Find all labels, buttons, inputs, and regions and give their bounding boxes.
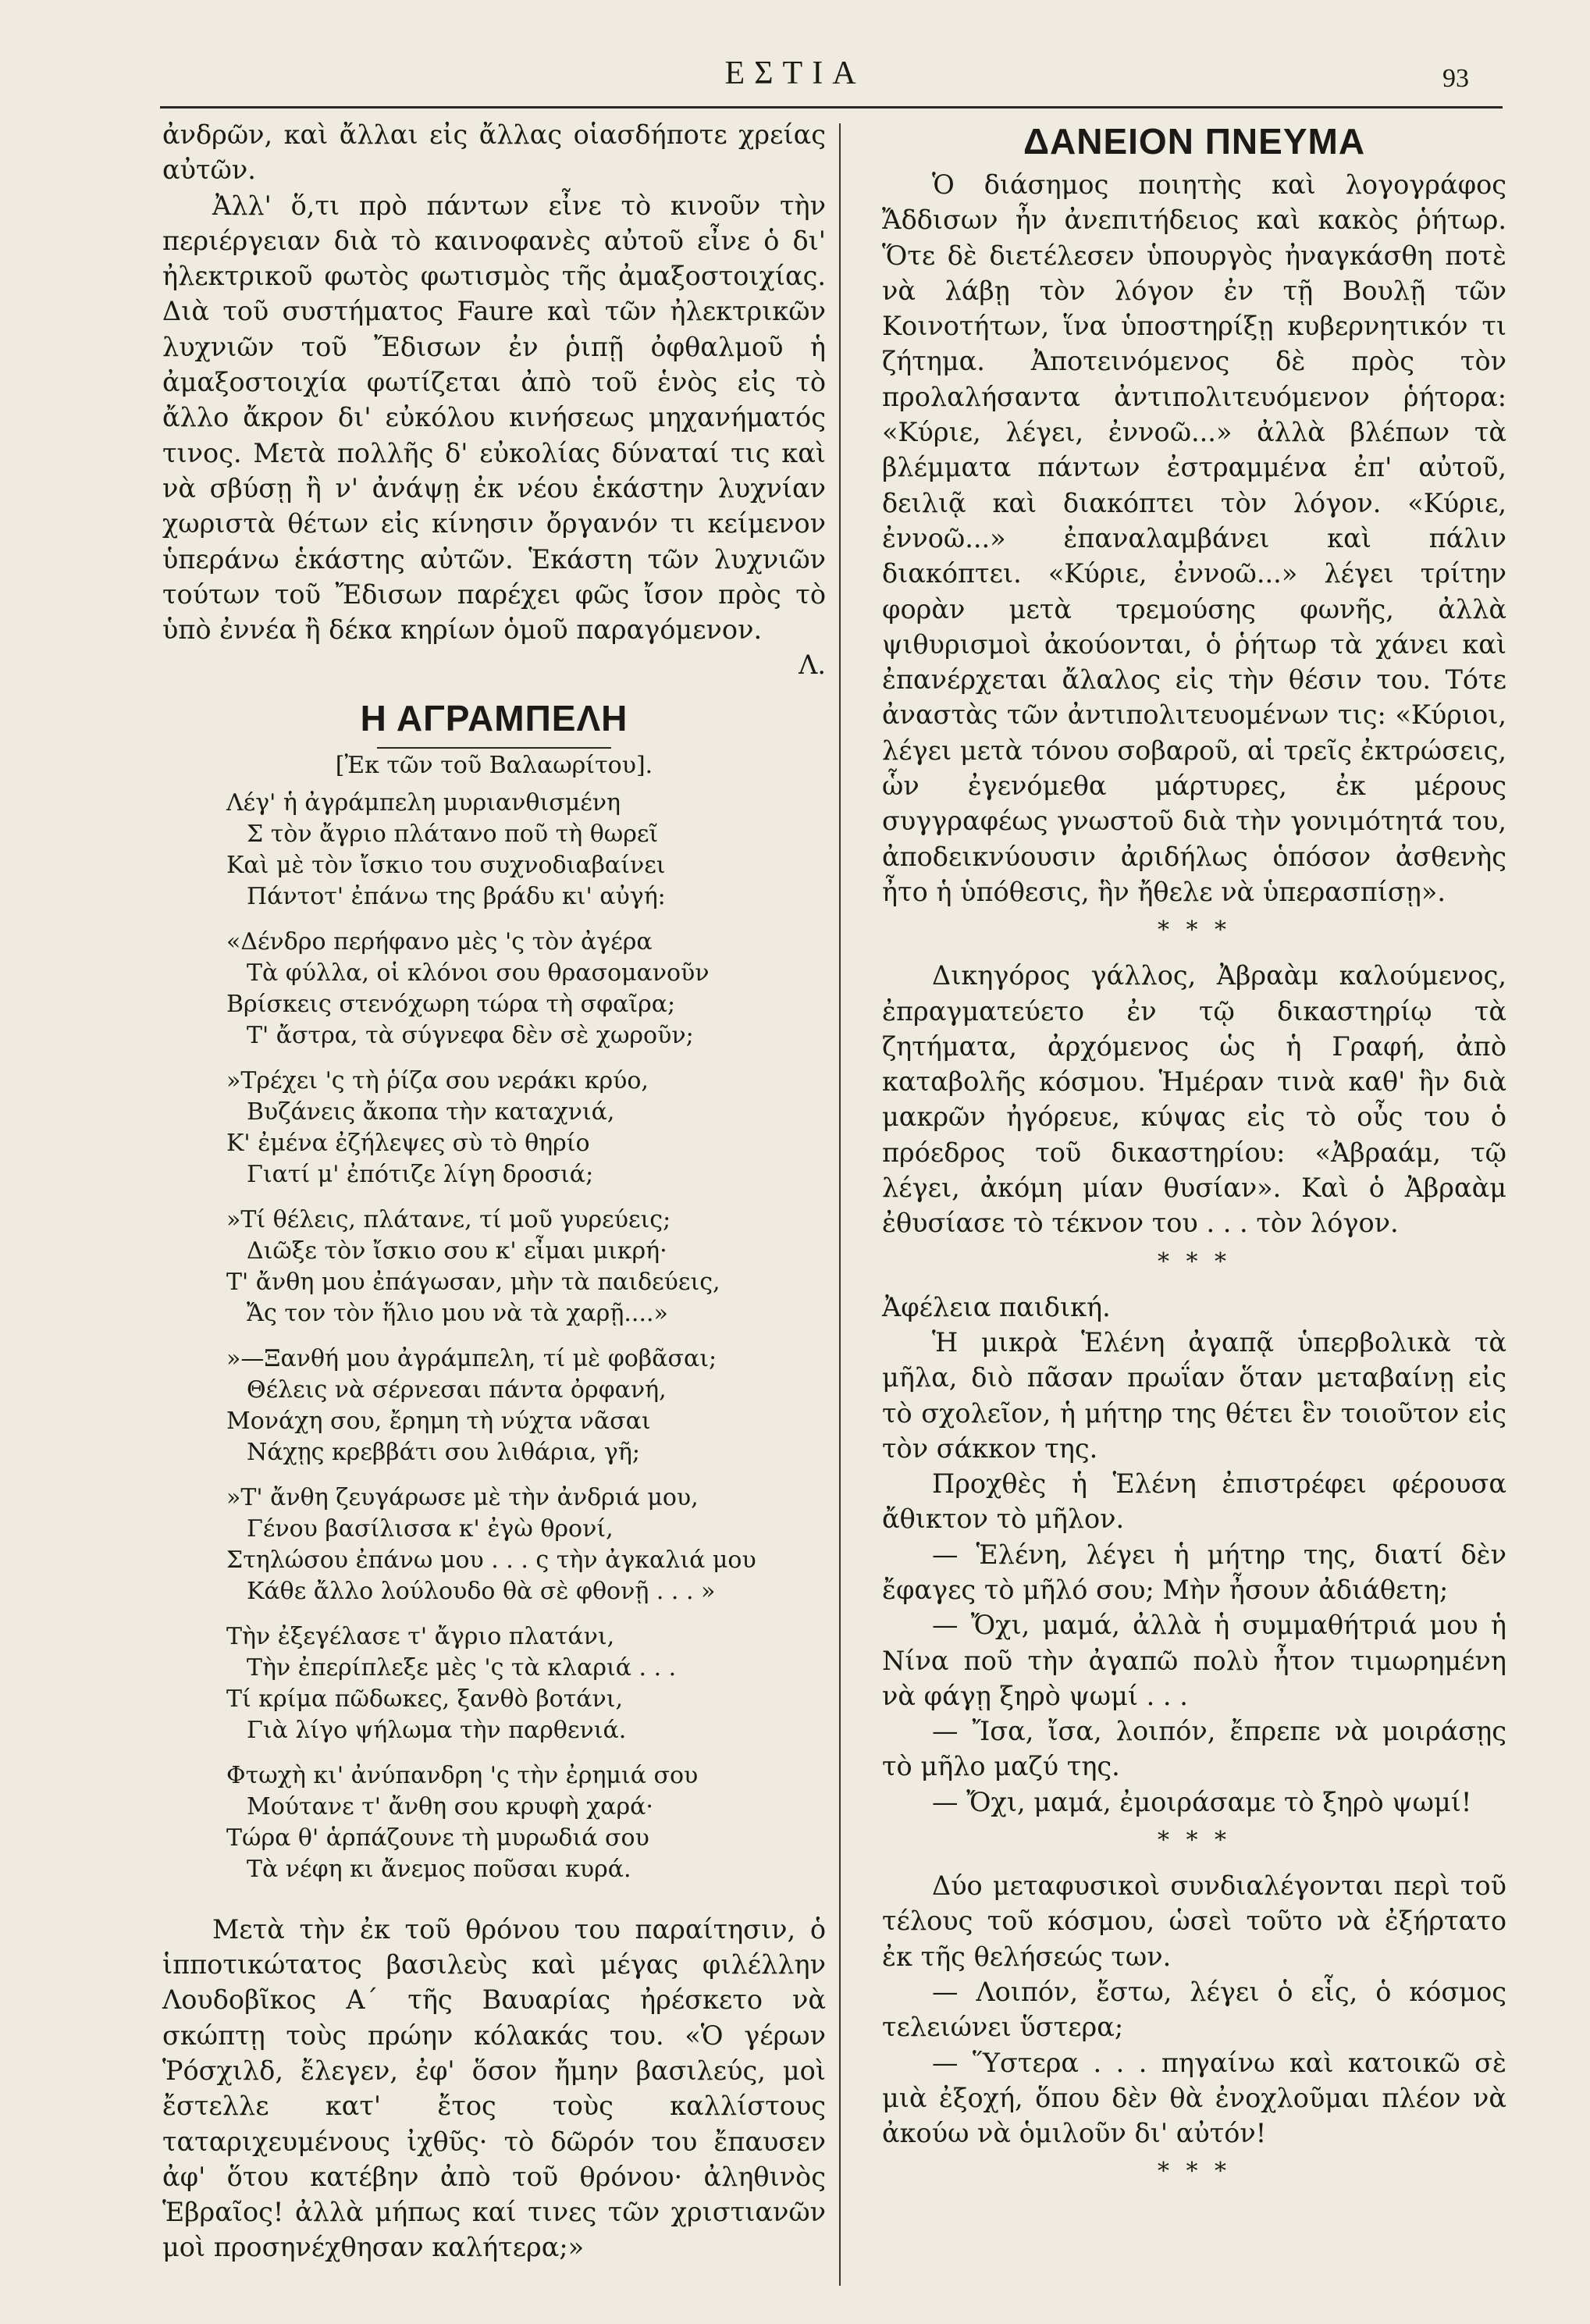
dialogue-line: — Λοιπόν, ἔστω, λέγει ὁ εἷς, ὁ κόσμος τελειώνει ὕστερα; [882, 1976, 1506, 2043]
poem-verse: »—Ξανθή μου ἀγράμπελη, τί μὲ φοβᾶσαι; [226, 1344, 717, 1372]
poem-verse: Πάντοτ' ἐπάνω της βράδυ κι' αὐγή: [247, 882, 666, 910]
addison-paragraph: Ὁ διάσημος ποιητὴς καὶ λογογράφος Ἄδδισων ἦν ἀνεπιτήδειος καὶ κακὸς ῥήτωρ. Ὅτε δὲ διετέλεσεν ὑπουργὸς ἠναγκάσθη ποτὲ νὰ λάβῃ τὸν λόγον ἐν τῇ Βουλῇ τῶν Κοινοτήτων, ἵνα ὑποστηρίξῃ κυβερνητικόν τι ζήτημα. Ἀποτεινόμενος δὲ πρὸς τὸν προλαλήσαντα ἀντιπολιτευόμενον ῥήτορα: «Κύριε, λέγει, ἐννοῶ...» ἀλλὰ βλέπων τὰ βλέμματα πάντων ἐστραμμένα ἐπ' αὐτοῦ, δειλιᾷ καὶ διακόπτει τὸν λόγον. «Κύριε, ἐννοῶ...» ἐπαναλαμβάνει καὶ πάλιν διακόπτει. «Κύριε, ἐννοῶ...» λέγει τρίτην φορὰν μετὰ τρεμούσης φωνῆς, ἀλλὰ ψιθυρισμοὶ ἀκούονται, ὁ ῥήτωρ τὰ χάνει καὶ ἐπανέρχεται ἄλαλος εἰς τὴν θέσιν του. Τότε ἀναστὰς τῶν ἀντιπολιτευομένων τις: «Κύριοι, λέγει μετὰ τόνου σοβαροῦ, αἱ τρεῖς ἐκτρώσεις, ὧν ἐγενόμεθα μάρτυρες, ἐκ μέρους συγγραφέως γνωστοῦ διὰ τὴν γονιμότητά του, ἀποδεικνύουσιν ἀριδήλως ὁπόσον ἀσθενὴς ἦτο ἡ ὑπόθεσις, ἣν ἤθελε νὰ ὑπερασπίσῃ». [882, 169, 1506, 907]
poem-verse: Τὴν ἐπερίπλεξε μὲς 'ς τὰ κλαριά . . . [247, 1653, 677, 1682]
poem-verse: Τὰ νέφη κι ἄνεμος ποῦσαι κυρά. [247, 1855, 631, 1883]
page-number: 93 [1442, 64, 1469, 93]
poem-verse: Νάχῃς κρεββάτι σου λιθάρια, γῆ; [247, 1438, 640, 1466]
poem-verse: Κάθε ἄλλο λούλουδο θὰ σὲ φθονῇ . . . » [247, 1577, 716, 1605]
poem-verse: Φτωχὴ κι' ἀνύπανδρη 'ς τὴν ἐρημιά σου [226, 1761, 699, 1789]
poem-heading: Η ΑΓΡΑΜΠΕΛΗ [360, 697, 628, 738]
poem-verse: Καὶ μὲ τὸν ἴσκιο του συχνοδιαβαίνει [226, 851, 666, 879]
helen-paragraph: Ἡ μικρὰ Ἑλένη ἀγαπᾷ ὑπερβολικὰ τὰ μῆλα, διὸ πᾶσαν πρωΐαν ὅταν μεταβαίνῃ εἰς τὸ σχολεῖον, ἡ μήτηρ της θέτει ἓν τοιοῦτον εἰς τὸν σάκκον της. [882, 1326, 1506, 1464]
dialogue-line: — Ἑλένη, λέγει ἡ μήτηρ της, διατί δὲν ἔφαγες τὸ μῆλό σου; Μὴν ἦσουν ἀδιάθετη; [882, 1539, 1506, 1605]
poem-verse: »Τί θέλεις, πλάτανε, τί μοῦ γυρεύεις; [226, 1205, 671, 1233]
poem-verse: Λέγ' ἡ ἀγράμπελη μυριανθισμένη [226, 788, 621, 817]
poem-verse: Τὰ φύλλα, οἱ κλόνοι σου θρασομανοῦν [247, 959, 710, 987]
poem-verse: Στηλώσου ἐπάνω μου . . . ς τὴν ἀγκαλιά μου [226, 1546, 756, 1574]
article-signature: Λ. [799, 650, 826, 681]
dialogue-line: — Ὄχι, μαμά, ἀλλὰ ἡ συμμαθήτριά μου ἡ Νίνα ποῦ τὴν ἀγαπῶ πολὺ ἦτον τιμωρημένη νὰ φάγῃ ξηρὸ ψωμί . . . [882, 1610, 1506, 1711]
poem-verse: Μονάχη σου, ἔρημη τὴ νύχτα νᾶσαι [226, 1407, 651, 1435]
poem-verse: Βρίσκεις στενόχωρη τώρα τὴ σφαῖρα; [226, 990, 676, 1018]
poem-stanza [226, 1482, 826, 1607]
poem-verse: Τώρα θ' ἁρπάζουνε τὴ μυρωδιά σου [226, 1824, 649, 1852]
naivete-title: Ἀφέλεια παιδική. [882, 1291, 1111, 1322]
poem-verse: Θέλεις νὰ σέρνεσαι πάντα ὀρφανή, [247, 1376, 667, 1404]
separator-stars: * * * [1157, 1247, 1232, 1276]
separator-stars: * * * [1157, 2158, 1232, 2186]
poem-verse: »Τ' ἄνθη ζευγάρωσε μὲ τὴν ἀνδριά μου, [226, 1483, 699, 1511]
poem-stanza [226, 1205, 826, 1329]
separator-stars: * * * [1157, 1827, 1232, 1855]
lighting-paragraph: Ἀλλ' ὅ,τι πρὸ πάντων εἶνε τὸ κινοῦν τὴν περιέργειαν διὰ τὸ καινοφανὲς αὐτοῦ εἶνε ὁ δι' ἠλεκτρικοῦ φωτὸς φωτισμὸς τῆς ἀμαξοστοιχίας. Διὰ τοῦ συστήματος Faure καὶ τῶν ἠλεκτρικῶν λυχνιῶν τοῦ Ἔδισων ἐν ῥιπῇ ὀφθαλμοῦ ἡ ἀμαξοστοιχία φωτίζεται ἀπὸ τοῦ ἑνὸς εἰς τὸ ἄλλο ἄκρον δι' εὐκόλου κινήσεως μηχανήματός τινος. Μετὰ πολλῆς δ' εὐκολίας δύναταί τις καὶ νὰ σβύσῃ ἢ ν' ἀνάψῃ ἐκ νέου ἑκάστην λυχνίαν χωριστὰ θέτων εἰς κίνησιν ὄργανόν τι κείμενον ὑπεράνω ἑκάστης αὐτῶν. Ἑκάστη τῶν λυχνιῶν τούτων τοῦ Ἔδισων παρέχει φῶς ἴσον πρὸς τὸ ὑπὸ ἐννέα ἢ δέκα κηρίων ὁμοῦ παραγόμενον. [162, 190, 826, 646]
poem-verse: Τί κρίμα πῶδωκες, ξανθὸ βοτάνι, [226, 1685, 624, 1713]
poem-verse: Βυζάνεις ἄκοπα τὴν καταχνιά, [247, 1098, 615, 1126]
article-heading: ΔΑΝΕΙΟΝ ΠΝΕΥΜΑ [1023, 121, 1366, 162]
poem-verse: Ἄς τον τὸν ἥλιο μου νὰ τὰ χαρῇ....» [247, 1299, 668, 1327]
poem-body [226, 788, 826, 1885]
poem-verse: Γιατί μ' ἐπότιζε λίγη δροσιά; [247, 1160, 594, 1188]
poem-verse: Διῶξε τὸν ἴσκιο σου κ' εἶμαι μικρή· [247, 1237, 667, 1265]
poem-stanza [226, 788, 826, 913]
header-rule [160, 106, 1503, 109]
dialogue-line: — Ὄχι, μαμά, ἐμοιράσαμε τὸ ξηρὸ ψωμί! [932, 1786, 1472, 1817]
column-divider [839, 123, 841, 2286]
poem-stanza [226, 927, 826, 1052]
poem-verse: Σ τὸν ἄγριο πλάτανο ποῦ τὴ θωρεῖ [247, 820, 659, 848]
masthead-title: ΕΣΤΙΑ [724, 55, 866, 91]
poem-verse: Τ' ἄνθη μου ἐπάγωσαν, μὴν τὰ παιδεύεις, [226, 1268, 720, 1296]
helen-return: Προχθὲς ἡ Ἑλένη ἐπιστρέφει φέρουσα ἄθικτον τὸ μῆλον. [882, 1468, 1506, 1535]
poem-stanza [226, 1621, 826, 1746]
dialogue-line: — Ὕστερα . . . πηγαίνω καὶ κατοικῶ σὲ μιὰ ἐξοχή, ὅπου δὲν θὰ ἐνοχλοῦμαι πλέον νὰ ἀκούω νὰ ὁμιλοῦν δι' αὐτόν! [882, 2047, 1506, 2149]
separator-stars: * * * [1157, 916, 1232, 945]
poem-stanza [226, 1344, 826, 1468]
poem-verse: Γένου βασίλισσα κ' ἐγὼ θρονί, [247, 1514, 614, 1543]
poem-stanza [226, 1066, 826, 1190]
dialogue-line: — Ἴσα, ἴσα, λοιπόν, ἔπρεπε νὰ μοιράσῃς τὸ μῆλο μαζύ της. [882, 1716, 1506, 1782]
poem-verse: Τὴν ἐξεγέλασε τ' ἄγριο πλατάνι, [226, 1622, 615, 1650]
poem-verse: Κ' ἐμένα ἐζήλεψες σὺ τὸ θηρίο [226, 1129, 590, 1157]
left-column [162, 117, 826, 2265]
poem-verse: «Δένδρο περήφανο μὲς 'ς τὸν ἀγέρα [226, 927, 653, 956]
poem-verse: Γιὰ λίγο ψήλωμα τὴν παρθενιά. [247, 1716, 627, 1744]
poem-verse: Μούτανε τ' ἄνθη σου κρυφὴ χαρά· [247, 1792, 653, 1820]
abraham-paragraph: Δικηγόρος γάλλος, Ἀβραὰμ καλούμενος, ἐπραγματεύετο ἐν τῷ δικαστηρίῳ τὰ ζητήματα, ἀρχόμενος ὡς ἡ Γραφή, ἀπὸ καταβολῆς κόσμου. Ἡμέραν τινὰ καθ' ἣν διὰ μακρῶν ἠγόρευε, κύψας εἰς τὸ οὖς του ὁ πρόεδρος τοῦ δικαστηρίου: «Ἀβραάμ, τῷ λέγει, ἀκόμη μίαν θυσίαν». Καὶ ὁ Ἀβραὰμ ἐθυσίασε τὸ τέκνον του . . . τὸν λόγον. [882, 960, 1506, 1239]
poem-verse: »Τρέχει 'ς τὴ ῥίζα σου νεράκι κρύο, [226, 1066, 649, 1094]
intro-paragraph: ἀνδρῶν, καὶ ἄλλαι εἰς ἄλλας οἱασδήποτε χρείας αὐτῶν. [162, 119, 826, 186]
right-column [882, 117, 1506, 2199]
poem-stanza [226, 1760, 826, 1885]
ludwig-paragraph: Μετὰ τὴν ἐκ τοῦ θρόνου του παραίτησιν, ὁ ἱπποτικώτατος βασιλεὺς καὶ μέγας φιλέλλην Λουδοβῖκος Α΄ τῆς Βαυαρίας ἠρέσκετο νὰ σκώπτῃ τοὺς πρώην κόλακάς του. «Ὁ γέρων Ῥόσχιλδ, ἔλεγεν, ἐφ' ὅσον ἤμην βασιλεύς, μοὶ ἔστελλε κατ' ἔτος τοὺς καλλίστους ταταριχευμένους ἰχθῦς· τὸ δῶρόν του ἔπαυσεν ἀφ' ὅτου κατέβην ἀπὸ τοῦ θρόνου· ἀληθινὸς Ἑβραῖος! ἀλλὰ μήπως καί τινες τῶν χριστιανῶν μοὶ προσηνέχθησαν καλήτερα;» [162, 1913, 826, 2263]
metaphysicians-paragraph: Δύο μεταφυσικοὶ συνδιαλέγονται περὶ τοῦ τέλους τοῦ κόσμου, ὡσεὶ τοῦτο νὰ ἐξήρτατο ἐκ τῆς θελήσεώς των. [882, 1870, 1506, 1972]
poem-verse: Τ' ἄστρα, τὰ σύγνεφα δὲν σὲ χωροῦν; [247, 1021, 694, 1049]
poem-source: [Ἐκ τῶν τοῦ Βαλαωρίτου]. [335, 751, 653, 779]
